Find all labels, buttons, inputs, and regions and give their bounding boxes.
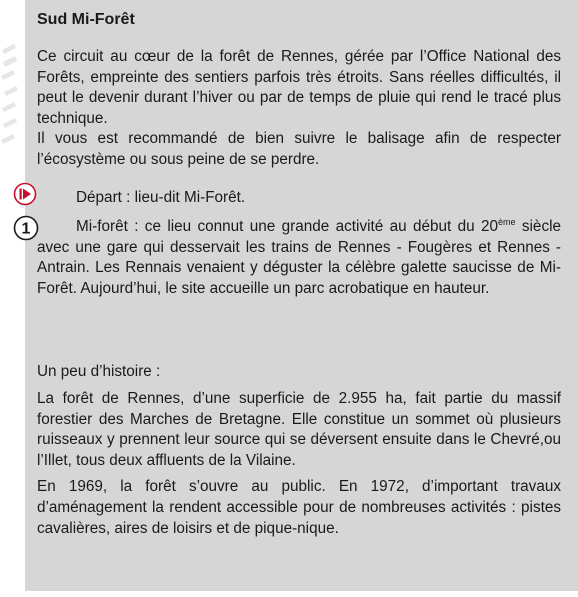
depart-label: Départ : lieu-dit Mi-Forêt.	[76, 189, 246, 206]
superscript-eme: ème	[498, 217, 516, 227]
history-text	[37, 389, 561, 545]
intro-paragraph: Ce circuit au cœur de la forêt de Rennes, gérée par l’Office National des Forêts, empreinte des sentiers parfois très étroits. Sans réelles difficultés, il peut le devenir durant l’hiver ou par de temps de pluie qui rend le tracé plus technique.	[37, 48, 561, 127]
history-paragraph: La forêt de Rennes, d’une superficie de 2.955 ha, fait partie du massif forestier des Marches de Bretagne. Elle constitue un sommet où plusieurs ruisseaux y prennent leur source qui se déversent ensuite dans le Chevré,ou l’Illet, tous deux affluents de la Vilaine.	[37, 390, 561, 469]
intro-text	[37, 47, 561, 171]
point-number: 1	[21, 220, 31, 238]
numbered-circle-icon	[13, 215, 39, 241]
intro-paragraph: Il vous est recommandé de bien suivre le balisage afin de respecter l’écosystème ou sous peine de se perdre.	[37, 130, 561, 168]
point-1-text-start: Mi-forêt : ce lieu connut une grande activité au début du 20	[76, 218, 499, 235]
point-1-text-end: siècle avec une gare qui desservait les trains de Rennes - Fougères et Rennes - Antrain. Les Rennais venaient y déguster la célèbre galette saucisse de Mi-Forêt. Aujourd’hui, le site accueille un parc acrobatique en hauteur.	[37, 218, 561, 297]
decorative-edge-marks	[0, 40, 20, 150]
point-1-text	[37, 217, 561, 299]
history-paragraph: En 1969, la forêt s’ouvre au public. En 1972, d’important travaux d’aménagement la rendent accessible pour de nombreuses activités : pistes cavalières, aires de loisirs et de pique-nique.	[37, 478, 561, 537]
play-circle-icon	[13, 182, 37, 206]
depart-row	[25, 183, 578, 207]
card-title: Sud Mi-Forêt	[37, 11, 135, 28]
info-card	[21, 0, 578, 591]
history-heading: Un peu d’histoire :	[37, 363, 161, 380]
